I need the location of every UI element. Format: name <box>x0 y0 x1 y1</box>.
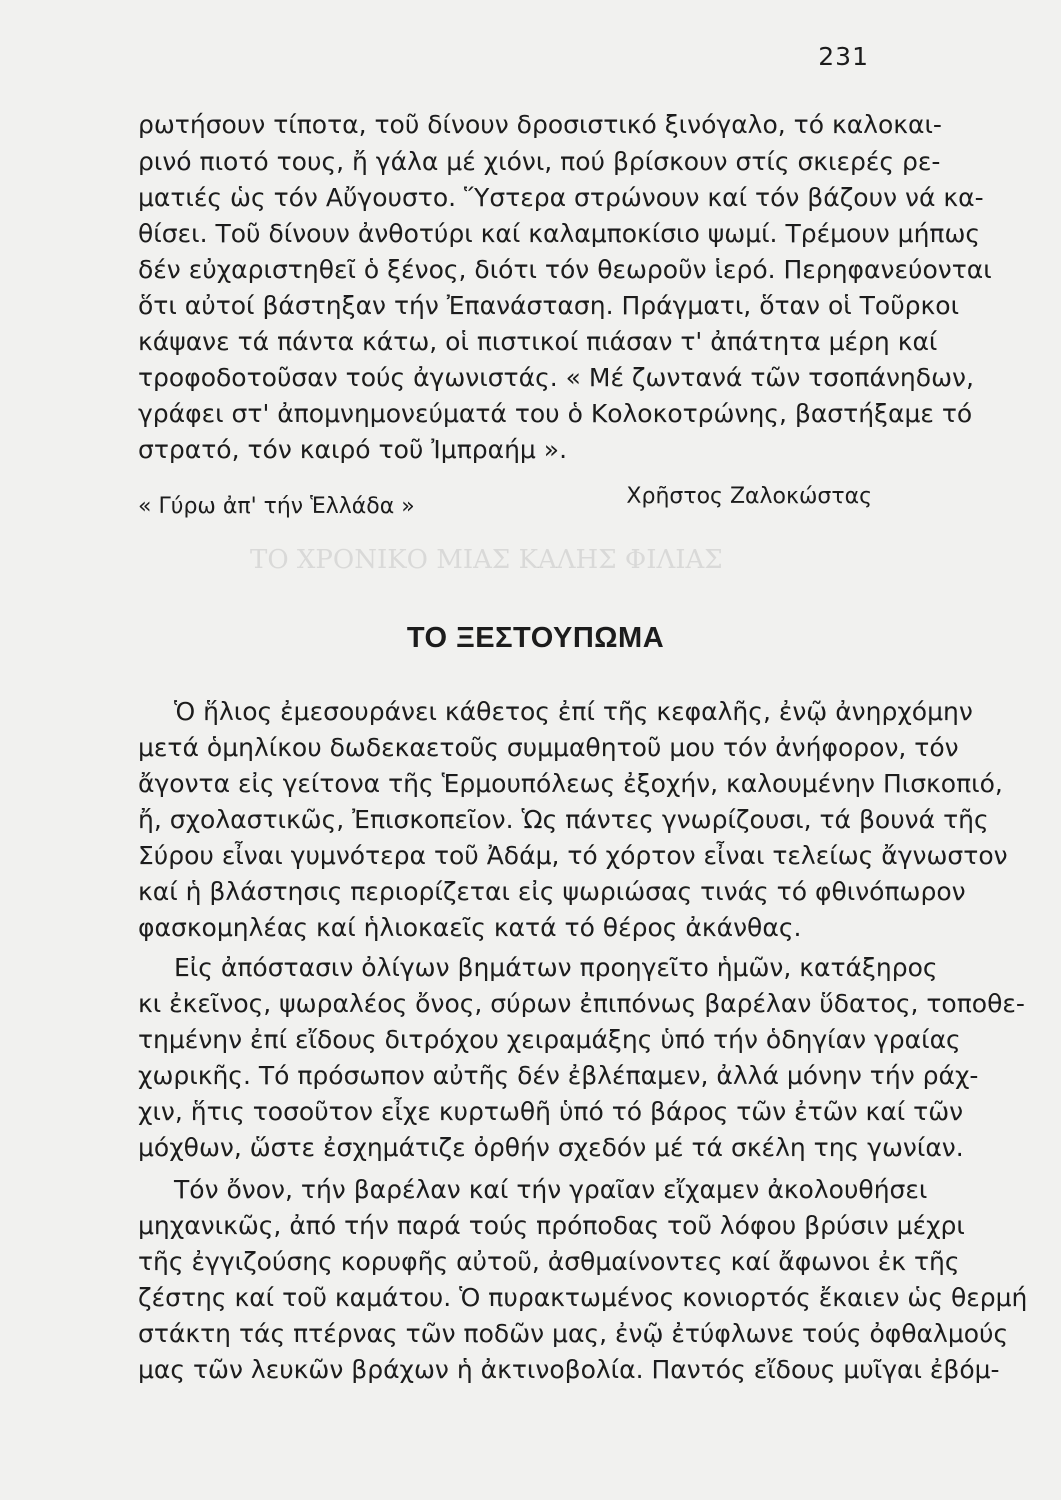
text-line: γράφει στ' ἀπομνημονεύματά του ὁ Κολοκοτρώνης, βαστήξαμε τό <box>138 399 973 428</box>
text-line: μας τῶν λευκῶν βράχων ἡ ἀκτινοβολία. Παντός εἴδους μυῖγαι ἐβόμ- <box>138 1355 1000 1384</box>
text-line: τημένην ἐπί εἴδους διτρόχου χειραμάξης ὑπό τήν ὁδηγίαν γραίας <box>138 1025 961 1054</box>
text-line: μόχθων, ὥστε ἐσχημάτιζε ὀρθήν σχεδόν μέ τά σκέλη της γωνίαν. <box>138 1133 964 1162</box>
text-line: καί ἡ βλάστησις περιορίζεται εἰς ψωριώσας τινάς τό φθινόπωρον <box>138 877 966 906</box>
text-line: Τόν ὄνον, τήν βαρέλαν καί τήν γραῖαν εἴχαμεν ἀκολουθήσει <box>174 1175 928 1204</box>
text-line: στάκτη τάς πτέρνας τῶν ποδῶν μας, ἐνῷ ἐτύφλωνε τούς ὀφθαλμούς <box>138 1319 1009 1348</box>
text-line: ζέστης καί τοῦ καμάτου. Ὁ πυρακτωμένος κονιορτός ἔκαιεν ὡς θερμή <box>138 1283 1028 1312</box>
text-line: μηχανικῶς, ἀπό τήν παρά τούς πρόποδας τοῦ λόφου βρύσιν μέχρι <box>138 1211 965 1240</box>
text-line: ματιές ὡς τόν Αὔγουστο. Ὕστερα στρώνουν καί τόν βάζουν νά κα- <box>138 183 984 212</box>
page-number: 231 <box>818 42 869 71</box>
text-line: ρινό πιοτό τους, ἤ γάλα μέ χιόνι, πού βρίσκουν στίς σκιερές ρε- <box>138 147 941 176</box>
text-line: Σύρου εἶναι γυμνότερα τοῦ Ἀδάμ, τό χόρτον εἶναι τελείως ἄγνωστον <box>138 841 1008 870</box>
text-line: ἄγοντα εἰς γείτονα τῆς Ἑρμουπόλεως ἐξοχήν, καλουμένην Πισκοπιό, <box>138 769 1003 798</box>
text-line: θίσει. Τοῦ δίνουν ἀνθοτύρι καί καλαμποκίσιο ψωμί. Τρέμουν μήπως <box>138 219 981 248</box>
text-line: τροφοδοτοῦσαν τούς ἀγωνιστάς. « Μέ ζωντανά τῶν τσοπάνηδων, <box>138 363 974 392</box>
bleed-through-heading: ΤΟ ΧΡΟΝΙΚΟ ΜΙΑΣ ΚΑΛΗΣ ΦΙΛΙΑΣ <box>250 545 723 575</box>
text-line: τῆς ἐγγιζούσης κορυφῆς αὐτοῦ, ἀσθμαίνοντες καί ἄφωνοι ἐκ τῆς <box>138 1247 960 1276</box>
text-line: χιν, ἥτις τοσοῦτον εἶχε κυρτωθῆ ὑπό τό βάρος τῶν ἐτῶν καί τῶν <box>138 1097 964 1126</box>
text-line: κι ἐκεῖνος, ψωραλέος ὄνος, σύρων ἐπιπόνως βαρέλαν ὕδατος, τοποθε- <box>138 989 1025 1018</box>
text-line: δέν εὐχαριστηθεῖ ὁ ξένος, διότι τόν θεωροῦν ἱερό. Περηφανεύονται <box>138 255 992 284</box>
text-line: ἤ, σχολαστικῶς, Ἐπισκοπεῖον. Ὡς πάντες γνωρίζουσι, τά βουνά τῆς <box>138 805 989 834</box>
section-title: ΤΟ ΞΕΣΤΟΥΠΩΜΑ <box>406 622 665 654</box>
text-line: χωρικῆς. Τό πρόσωπον αὐτῆς δέν ἐβλέπαμεν, ἀλλά μόνην τήν ράχ- <box>138 1061 979 1090</box>
text-line: ὅτι αὐτοί βάστηξαν τήν Ἐπανάσταση. Πράγματι, ὅταν οἱ Τοῦρκοι <box>138 291 960 320</box>
text-line: φασκομηλέας καί ἡλιοκαεῖς κατά τό θέρος ἀκάνθας. <box>138 913 802 942</box>
text-line: Εἰς ἀπόστασιν ὀλίγων βημάτων προηγεῖτο ἡμῶν, κατάξηρος <box>174 953 938 982</box>
source-title: « Γύρω ἀπ' τήν Ἑλλάδα » <box>138 494 415 519</box>
text-line: Ὁ ἥλιος ἐμεσουράνει κάθετος ἐπί τῆς κεφαλῆς, ἐνῷ ἀνηρχόμην <box>174 697 973 726</box>
text-line: ρωτήσουν τίποτα, τοῦ δίνουν δροσιστικό ξινόγαλο, τό καλοκαι- <box>138 110 942 139</box>
text-line: στρατό, τόν καιρό τοῦ Ἰμπραήμ ». <box>138 435 568 464</box>
text-line: μετά ὁμηλίκου δωδεκαετοῦς συμμαθητοῦ μου τόν ἀνήφορον, τόν <box>138 733 959 762</box>
text-line: κάψανε τά πάντα κάτω, οἱ πιστικοί πιάσαν τ' ἀπάτητα μέρη καί <box>138 327 938 356</box>
author-name: Χρῆστος Ζαλοκώστας <box>626 484 872 509</box>
